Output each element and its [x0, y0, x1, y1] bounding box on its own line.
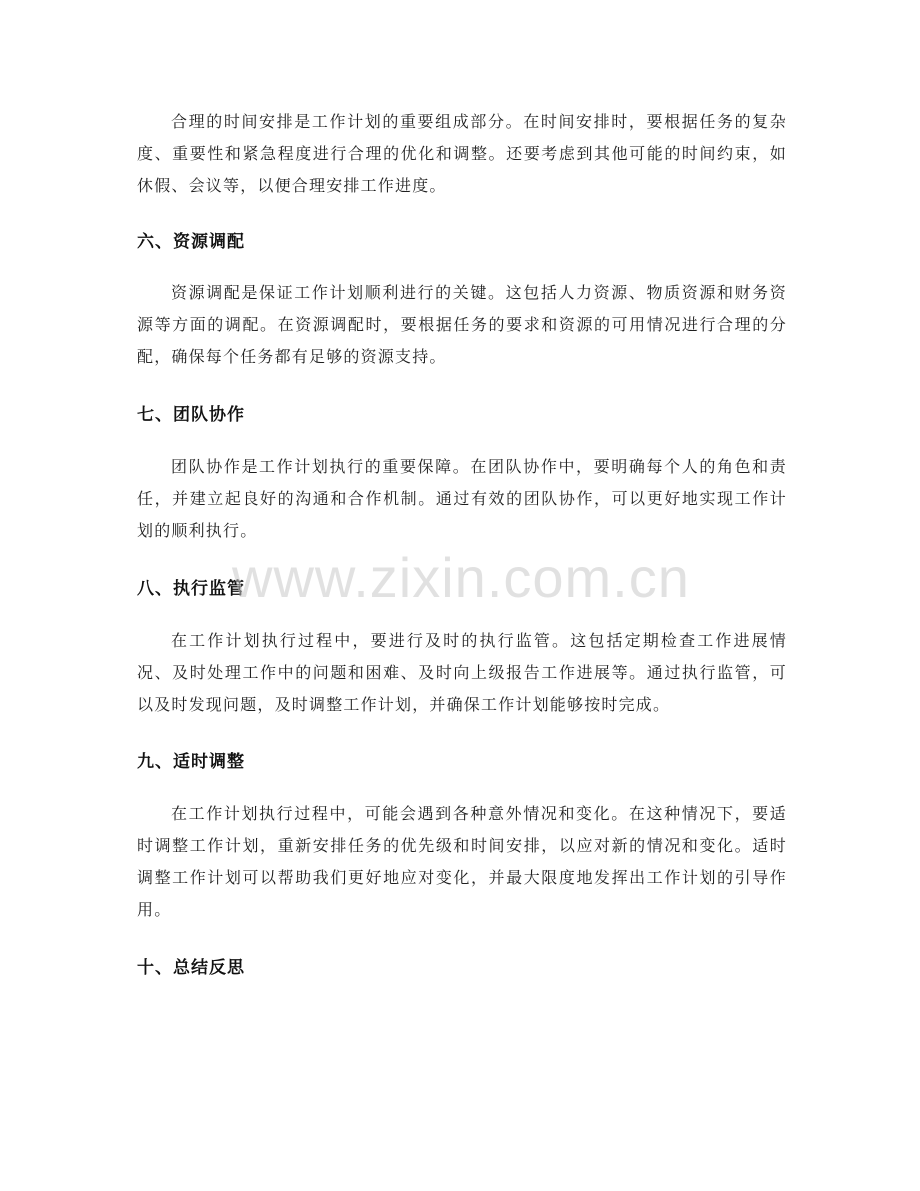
- section-body-execution-supervision: 在工作计划执行过程中，要进行及时的执行监管。这包括定期检查工作进展情况、及时处理工作中的问题和困难、及时向上级报告工作进展等。通过执行监管，可以及时发现问题，及时调整工作计划，并确保工作计划能够按时完成。: [137, 631, 787, 714]
- section-heading-execution-supervision: 八、执行监管: [137, 579, 245, 599]
- intro-paragraph: 合理的时间安排是工作计划的重要组成部分。在时间安排时，要根据任务的复杂度、重要性和紧急程度进行合理的优化和调整。还要考虑到其他可能的时间约束，如休假、会议等，以便合理安排工作进度。: [137, 112, 787, 195]
- section-body-timely-adjustment: 在工作计划执行过程中，可能会遇到各种意外情况和变化。在这种情况下，要适时调整工作计划，重新安排任务的优先级和时间安排，以应对新的情况和变化。适时调整工作计划可以帮助我们更好地应对变化，并最大限度地发挥出工作计划的引导作用。: [137, 804, 787, 919]
- section-heading-team-collaboration: 七、团队协作: [137, 405, 245, 425]
- watermark: www.zixin.com.cn: [232, 546, 690, 609]
- section-heading-resource-allocation: 六、资源调配: [137, 232, 245, 252]
- section-body-team-collaboration: 团队协作是工作计划执行的重要保障。在团队协作中，要明确每个人的角色和责任，并建立起良好的沟通和合作机制。通过有效的团队协作，可以更好地实现工作计划的顺利执行。: [137, 457, 787, 540]
- section-heading-timely-adjustment: 九、适时调整: [137, 752, 245, 772]
- section-body-resource-allocation: 资源调配是保证工作计划顺利进行的关键。这包括人力资源、物质资源和财务资源等方面的调配。在资源调配时，要根据任务的要求和资源的可用情况进行合理的分配，确保每个任务都有足够的资源支持。: [137, 283, 787, 366]
- section-heading-summary-reflection: 十、总结反思: [137, 958, 245, 978]
